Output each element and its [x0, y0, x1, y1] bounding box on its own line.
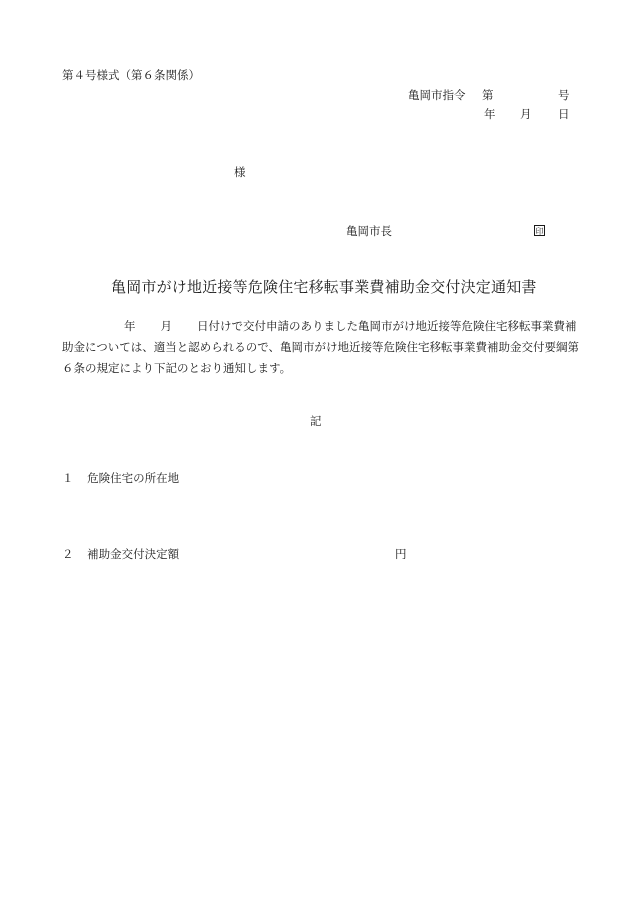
ref-go: 号	[558, 88, 570, 102]
item-1-label: 危険住宅の所在地	[87, 471, 180, 485]
item-2-number: ２	[62, 547, 74, 561]
item-2	[62, 549, 179, 561]
body-month: 月	[160, 319, 172, 333]
issue-date	[484, 107, 570, 121]
issuer: 亀岡市長	[346, 224, 392, 238]
item-2-label: 補助金交付決定額	[87, 547, 180, 561]
date-month: 月	[520, 107, 532, 121]
date-day: 日	[558, 107, 570, 121]
seal-icon: 印	[535, 227, 544, 236]
ref-org: 亀岡市指令	[408, 88, 466, 102]
reference-number	[408, 88, 570, 102]
seal-mark	[534, 225, 545, 237]
item-2-unit: 円	[395, 547, 407, 561]
item-1-number: １	[62, 471, 74, 485]
body-text: 日付けで交付申請のありました亀岡市がけ地近接等危険住宅移転事業費補助金については、適当と認められるので、亀岡市がけ地近接等危険住宅移転事業費補助金交付要綱第６条の規定により下記のとおり通知します。	[62, 319, 580, 375]
document-title: 亀岡市がけ地近接等危険住宅移転事業費補助金交付決定通知書	[111, 278, 537, 296]
body-paragraph	[62, 316, 582, 379]
ref-dai: 第	[482, 88, 494, 102]
body-year: 年	[124, 319, 136, 333]
ki-heading: 記	[310, 414, 322, 428]
date-year: 年	[484, 107, 496, 121]
item-1	[62, 473, 179, 485]
addressee-suffix: 様	[234, 165, 246, 179]
form-label: 第４号様式（第６条関係）	[62, 68, 200, 82]
